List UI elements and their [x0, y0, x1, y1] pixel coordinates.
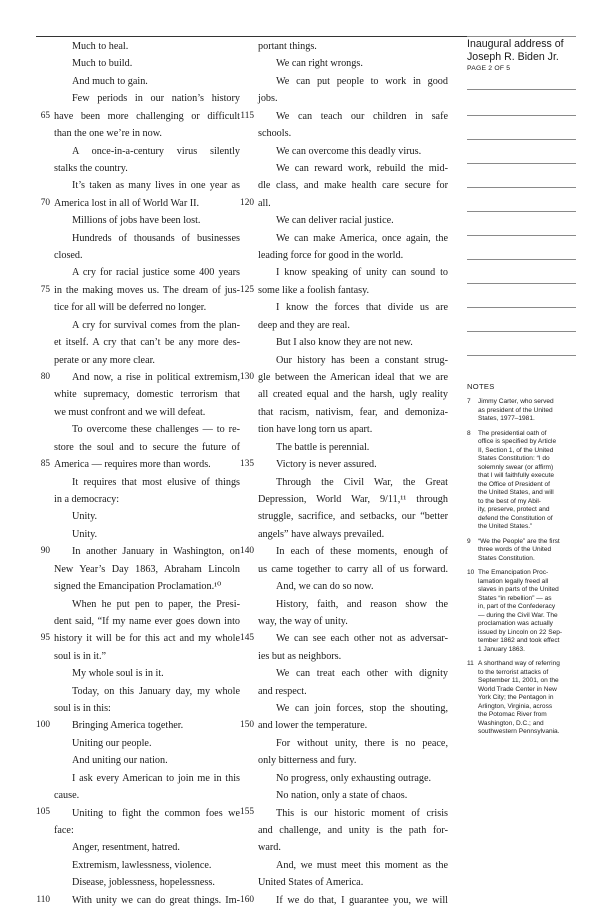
notes-section — [467, 382, 576, 743]
text-line: soul is in this: — [54, 703, 111, 715]
document-title-line-1: Inaugural address of — [467, 38, 564, 50]
text-line: ies but as neighbors. — [258, 650, 342, 662]
note-text-line: solemnly swear (or affirm) — [478, 463, 554, 471]
text-line: History, faith, and reason show the — [276, 598, 448, 610]
text-line: A cry for survival comes from the plan- — [72, 319, 240, 331]
text-line: perate or any more clear. — [54, 354, 155, 366]
text-line: And uniting our nation. — [72, 755, 168, 767]
note-text-line: to the best of my Abil- — [478, 497, 541, 505]
margin-rule — [467, 283, 576, 284]
text-line: tice for all will be deferred no longer. — [54, 302, 207, 314]
note-text-line: slaves in parts of the United — [478, 586, 559, 593]
note-text-line: Washington, D.C.; and — [478, 719, 544, 727]
text-line: It’s taken as many lives in one year as — [72, 180, 240, 192]
note-text-line: the Office of President of — [478, 480, 550, 488]
text-line: No nation, only a state of chaos. — [276, 790, 408, 802]
text-line: Unity. — [72, 528, 98, 540]
text-line: We can see each other not as adversar- — [276, 633, 448, 645]
text-line: If we do that, I guarantee you, we will — [276, 894, 448, 906]
note-text-line: The Emancipation Proc- — [478, 569, 549, 576]
text-line: Much to build. — [72, 58, 133, 70]
line-number: 65 — [40, 110, 50, 121]
text-line: We can overcome this deadly virus. — [276, 145, 422, 157]
note-text-line: in, part of the Confederacy — [478, 603, 556, 610]
text-line: It requires that most elusive of things — [72, 476, 240, 488]
text-line: signed the Emancipation Proclamation.¹⁰ — [54, 581, 222, 593]
note-item — [467, 569, 576, 654]
note-text-line: office is specified by Article — [478, 438, 557, 445]
text-line: We can put people to work in good — [276, 75, 448, 87]
note-text-line: the United States.” — [478, 523, 533, 530]
text-line: gle between the American ideal that we are — [258, 372, 448, 384]
line-number: 150 — [240, 720, 254, 731]
text-line: in the making moves us. The dream of jus- — [54, 284, 240, 296]
text-line: Uniting our people. — [72, 737, 152, 749]
line-number: 115 — [240, 110, 254, 121]
margin-rule — [467, 139, 576, 140]
text-line: Depression, World War, 9/11,¹¹ through — [258, 493, 448, 505]
text-line: New Year’s Day 1863, Abraham Lincoln — [54, 563, 240, 575]
text-line: have been more challenging or difficult — [54, 110, 240, 122]
note-text-line: States Constitution. — [478, 554, 535, 562]
text-line: America lost in all of World War II. — [54, 197, 200, 209]
text-line: ward. — [258, 842, 281, 854]
text-line: we must confront and we will defeat. — [54, 406, 206, 418]
line-number: 130 — [240, 371, 254, 382]
note-text-line: World Trade Center in New — [478, 685, 557, 693]
text-line: Our history has been a constant strug- — [276, 354, 448, 366]
margin-rule — [467, 89, 576, 90]
text-line: America — requires more than words. — [54, 459, 211, 471]
text-line: And, we must meet this moment as the — [276, 859, 448, 871]
text-line: I know the forces that divide us are — [276, 302, 448, 314]
text-line: dent said, “If my name ever goes down into — [54, 615, 240, 627]
text-line: We can join forces, stop the shouting, — [276, 703, 448, 715]
text-line: dle class, and make health care secure for — [258, 180, 448, 192]
note-text-line: States “in rebellion” — as — [478, 594, 552, 602]
text-line: I ask every American to join me in this — [72, 772, 240, 784]
text-line: A cry for racial justice some 400 years — [72, 267, 240, 279]
note-number: 9 — [467, 537, 471, 545]
note-text-line: proclamation was actually — [478, 620, 553, 627]
text-line: portant things. — [258, 41, 317, 52]
margin-rule — [467, 331, 576, 332]
note-text-line: tember 1862 and took effect — [478, 637, 560, 644]
note-text-line: as president of the United — [478, 406, 553, 414]
text-line: No progress, only exhausting outrage. — [276, 772, 432, 784]
text-column-left — [54, 38, 240, 909]
text-line: With unity we can do great things. Im- — [72, 894, 240, 906]
line-number: 120 — [240, 197, 254, 208]
text-line: We can teach our children in safe — [276, 110, 448, 122]
note-item — [467, 538, 576, 564]
text-line: And now, a rise in political extremism, — [72, 372, 240, 384]
text-line: This is our historic moment of crisis — [276, 807, 448, 819]
note-number: 11 — [467, 660, 474, 667]
text-line: soul is in it.” — [54, 650, 107, 662]
note-text-line: States Constitution: “I do — [478, 455, 550, 462]
margin-rule — [467, 355, 576, 356]
note-text-line: September 11, 2001, on the — [478, 677, 559, 684]
text-line: Today, on this January day, my whole — [72, 685, 240, 697]
text-line: deep and they are real. — [258, 319, 350, 331]
line-number: 125 — [240, 284, 254, 295]
line-number: 155 — [240, 807, 254, 818]
text-line: Bringing America together. — [72, 720, 184, 732]
note-number: 7 — [467, 398, 471, 405]
note-text-line: lamation legally freed all — [478, 577, 549, 585]
text-line: Hundreds of thousands of businesses — [72, 232, 240, 244]
note-number: 8 — [467, 429, 471, 437]
document-title-line-2: Joseph R. Biden Jr. — [467, 50, 559, 63]
note-text-line: the Potomac River from — [478, 711, 547, 718]
page-label: PAGE 2 OF 5 — [467, 65, 511, 72]
note-text-line: ity, preserve, protect and — [478, 506, 550, 513]
text-line: For without unity, there is no peace, — [276, 737, 448, 749]
text-line: and respect. — [258, 685, 307, 697]
margin-rule — [467, 163, 576, 164]
line-number: 70 — [40, 197, 50, 208]
text-line: way, the way of unity. — [258, 615, 348, 627]
text-line: Few periods in our nation’s history — [72, 93, 240, 105]
note-text-line: A shorthand way of referring — [478, 660, 560, 667]
document-title — [467, 38, 576, 63]
note-item — [467, 430, 576, 532]
text-line: angels” have always prevailed. — [258, 528, 385, 540]
text-line: us came together to carry all of us forward. — [258, 563, 448, 575]
note-text-line: II, Section 1, of the United — [478, 446, 554, 454]
margin-rule — [467, 115, 576, 116]
note-text-line: southwestern Pennsylvania. — [478, 728, 560, 735]
text-line: schools. — [258, 128, 292, 140]
sidebar-header — [467, 36, 576, 72]
text-line: Extremism, lawlessness, violence. — [72, 859, 212, 871]
note-text-line: “We the People” are the first — [478, 537, 560, 545]
note-text-line: to the terrorist attacks of — [478, 668, 549, 676]
margin-rule — [467, 307, 576, 308]
note-text-line: Arlington, Virginia, across — [478, 702, 553, 710]
line-number: 85 — [40, 459, 50, 470]
margin-rule — [467, 211, 576, 212]
text-line: some like a foolish fantasy. — [258, 284, 370, 296]
text-line: and lower the temperature. — [258, 720, 368, 732]
note-text-line: — during the Civil War. The — [478, 611, 558, 619]
note-text-line: States, 1977–1981. — [478, 415, 535, 422]
note-text-line: Jimmy Carter, who served — [478, 398, 554, 405]
text-line: In each of these moments, enough of — [276, 546, 448, 558]
line-number: 75 — [40, 284, 50, 295]
line-number: 110 — [36, 894, 50, 905]
text-line: struggle, sacrifice, and setbacks, our “better — [258, 511, 448, 523]
text-line: We can treat each other with dignity — [276, 668, 448, 680]
line-number: 80 — [40, 371, 50, 382]
text-line: Through the Civil War, the Great — [276, 476, 448, 488]
note-text-line: York City; the Pentagon in — [478, 694, 554, 701]
text-line: all. — [258, 197, 271, 209]
text-line: And much to gain. — [72, 75, 148, 87]
text-line: Disease, joblessness, hopelessness. — [72, 877, 215, 889]
text-line: store the soul and to secure the future of — [54, 441, 240, 453]
text-line: et itself. A cry that can’t be any more des- — [54, 337, 240, 349]
text-line: Unity. — [72, 511, 98, 523]
text-line: in a democracy: — [54, 493, 120, 505]
text-line: But I also know they are not new. — [276, 337, 413, 349]
text-line: In another January in Washington, on — [72, 546, 240, 558]
note-number: 10 — [467, 569, 475, 576]
text-line: United States of America. — [258, 877, 364, 889]
text-line: Much to heal. — [72, 41, 129, 52]
text-line: When he put pen to paper, the Presi- — [72, 598, 240, 610]
text-line: than the one we’re in now. — [54, 128, 162, 140]
line-number: 95 — [40, 633, 50, 644]
text-line: We can deliver racial justice. — [276, 215, 394, 227]
line-number: 90 — [40, 546, 50, 557]
text-line: The battle is perennial. — [276, 441, 370, 453]
margin-rule — [467, 187, 576, 188]
text-line: that racism, nativism, fear, and demoniza- — [258, 406, 448, 418]
text-line: Uniting to fight the common foes we — [72, 807, 240, 819]
text-line: all created equal and the harsh, ugly reality — [258, 389, 448, 401]
text-line: Millions of jobs have been lost. — [72, 215, 201, 227]
line-number: 100 — [36, 720, 50, 731]
text-line: only bitterness and fury. — [258, 755, 357, 767]
text-line: and challenge, and unity is the path for- — [258, 824, 448, 836]
note-item — [467, 660, 576, 737]
note-item — [467, 398, 576, 424]
margin-rule — [467, 36, 576, 37]
margin-rule — [467, 259, 576, 260]
margin-rule — [467, 235, 576, 236]
notes-list — [467, 398, 576, 737]
text-line: Anger, resentment, hatred. — [72, 842, 180, 854]
text-line: I know speaking of unity can sound to — [276, 267, 448, 279]
text-line: We can reward work, rebuild the mid- — [276, 162, 448, 174]
text-line: tion have long torn us apart. — [258, 424, 373, 436]
line-number: 140 — [240, 546, 254, 557]
text-line: To overcome these challenges — to re- — [72, 424, 240, 436]
note-text-line: that I will faithfully execute — [478, 472, 555, 479]
text-line: We can make America, once again, the — [276, 232, 448, 244]
note-text-line: three words of the United — [478, 546, 552, 553]
note-text-line: defend the Constitution of — [478, 514, 553, 522]
text-line: closed. — [54, 250, 83, 262]
note-text-line: the United States, and will — [478, 489, 554, 496]
text-line: stalks the country. — [54, 162, 128, 174]
notes-heading: NOTES — [467, 382, 495, 391]
text-line: Victory is never assured. — [276, 459, 377, 471]
text-line: history it will be for this act and my whole — [54, 633, 240, 645]
text-line: We can right wrongs. — [276, 58, 363, 70]
text-line: cause. — [54, 790, 80, 802]
line-number: 145 — [240, 633, 254, 644]
text-line: My whole soul is in it. — [72, 668, 164, 680]
text-line: white supremacy, domestic terrorism that — [54, 389, 240, 401]
note-text-line: The presidential oath of — [478, 429, 547, 437]
line-number: 105 — [36, 807, 50, 818]
text-column-middle — [258, 38, 448, 909]
note-text-line: issued by Lincoln on 22 Sep- — [478, 628, 563, 636]
note-text-line: 1 January 1863. — [478, 645, 525, 653]
line-number: 160 — [240, 894, 254, 905]
text-line: And, we can do so now. — [276, 581, 374, 593]
text-line: leading force for good in the world. — [258, 250, 404, 262]
text-line: face: — [54, 824, 74, 836]
line-number: 135 — [240, 459, 254, 470]
text-line: jobs. — [258, 93, 278, 105]
text-line: A once-in-a-century virus silently — [72, 145, 240, 157]
